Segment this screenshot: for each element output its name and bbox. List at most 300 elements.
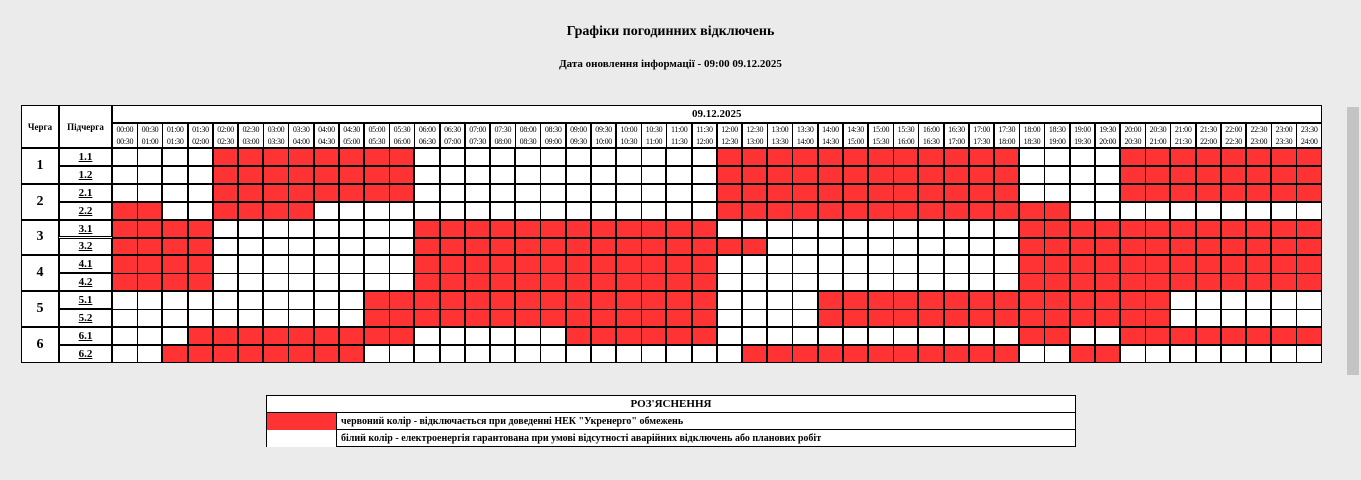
schedule-cell [414,309,440,327]
schedule-cell [692,202,718,220]
schedule-cell [112,273,138,291]
schedule-cell [591,291,617,309]
subqueue-link[interactable]: 5.1 [59,291,112,309]
white-swatch [267,430,337,447]
schedule-cell [666,220,692,238]
schedule-cell [818,327,844,345]
schedule-cell [969,238,995,256]
schedule-cell [818,238,844,256]
schedule-cell [188,255,214,273]
schedule-cell [490,148,516,166]
schedule-cell [515,255,541,273]
schedule-cell [440,309,466,327]
schedule-cell [843,220,869,238]
schedule-cell [238,238,264,256]
schedule-cell [389,238,415,256]
schedule-cell [515,202,541,220]
schedule-cell [994,345,1020,363]
schedule-cell [969,202,995,220]
schedule-cell [918,202,944,220]
schedule-cell [1246,345,1272,363]
schedule-cell [1271,184,1297,202]
time-slot-header: 23:00 23:30 [1271,123,1297,148]
schedule-cell [742,345,768,363]
subqueue-link[interactable]: 3.2 [59,238,112,256]
schedule-cell [112,255,138,273]
schedule-cell [843,148,869,166]
schedule-cell [1145,327,1171,345]
schedule-cell [339,309,365,327]
time-slot-header: 01:30 02:00 [188,123,214,148]
schedule-cell [944,309,970,327]
schedule-cell [969,309,995,327]
schedule-cell [944,166,970,184]
hour-separator [867,148,869,363]
schedule-cell [591,327,617,345]
schedule-cell [414,345,440,363]
schedule-cell [742,202,768,220]
schedule-cell [1095,220,1121,238]
schedule-cell [414,291,440,309]
schedule-cell [1296,184,1322,202]
schedule-cell [566,220,592,238]
schedule-cell [843,166,869,184]
schedule-cell [969,220,995,238]
schedule-cell [1120,291,1146,309]
header-separator [21,147,1322,149]
schedule-cell [1070,238,1096,256]
schedule-cell [767,166,793,184]
schedule-cell [1095,166,1121,184]
schedule-cell [1145,291,1171,309]
schedule-cell [465,166,491,184]
time-slot-header: 14:30 15:00 [843,123,869,148]
schedule-cell [414,238,440,256]
time-slot-header: 02:30 03:00 [238,123,264,148]
schedule-cell [112,309,138,327]
schedule-cell [238,255,264,273]
schedule-cell [566,184,592,202]
schedule-cell [918,255,944,273]
schedule-cell [944,327,970,345]
hour-separator [1270,148,1272,363]
schedule-cell [1196,166,1222,184]
time-slot-header: 16:00 16:30 [918,123,944,148]
schedule-cell [566,327,592,345]
schedule-cell [893,327,919,345]
hour-separator [262,148,264,363]
subqueue-link[interactable]: 1.2 [59,166,112,184]
schedule-cell [591,166,617,184]
schedule-cell [1095,327,1121,345]
schedule-cell [1196,148,1222,166]
schedule-cell [1095,291,1121,309]
schedule-cell [591,273,617,291]
schedule-cell [566,291,592,309]
schedule-cell [1246,148,1272,166]
schedule-cell [188,291,214,309]
schedule-cell [515,273,541,291]
schedule-cell [465,273,491,291]
schedule-cell [1019,345,1045,363]
schedule-cell [944,255,970,273]
hour-separator [313,148,315,363]
schedule-cell [1095,273,1121,291]
schedule-cell [1221,184,1247,202]
schedule-cell [717,148,743,166]
schedule-cell [944,220,970,238]
schedule-cell [188,273,214,291]
schedule-cell [893,291,919,309]
schedule-cell [162,148,188,166]
schedule-cell [616,345,642,363]
time-slot-header: 10:30 11:00 [641,123,667,148]
schedule-cell [1120,327,1146,345]
schedule-cell [818,148,844,166]
subqueue-link[interactable]: 4.2 [59,273,112,291]
schedule-cell [1120,220,1146,238]
schedule-cell [1019,202,1045,220]
schedule-cell [918,220,944,238]
schedule-cell [1170,184,1196,202]
schedule-cell [666,166,692,184]
schedule-cell [717,255,743,273]
schedule-cell [742,184,768,202]
schedule-cell [1170,273,1196,291]
schedule-cell [263,202,289,220]
legend-table [266,395,1076,447]
schedule-cell [440,327,466,345]
schedule-cell [969,345,995,363]
schedule-cell [137,202,163,220]
schedule-cell [616,202,642,220]
schedule-cell [263,273,289,291]
schedule-cell [1196,220,1222,238]
time-slot-header: 09:00 09:30 [566,123,592,148]
schedule-cell [364,273,390,291]
schedule-cell [213,273,239,291]
hour-separator [968,148,970,363]
time-slot-header: 08:00 08:30 [515,123,541,148]
schedule-cell [1246,220,1272,238]
schedule-cell [969,166,995,184]
schedule-cell [288,238,314,256]
time-slot-header: 04:30 05:00 [339,123,365,148]
schedule-cell [1296,255,1322,273]
hour-separator [464,148,466,363]
schedule-cell [213,238,239,256]
schedule-cell [742,255,768,273]
schedule-cell [767,327,793,345]
schedule-cell [1145,309,1171,327]
schedule-cell [389,345,415,363]
schedule-cell [742,273,768,291]
queue-label: 3 [21,220,59,256]
time-slot-header: 16:30 17:00 [944,123,970,148]
schedule-cell [540,255,566,273]
schedule-cell [314,255,340,273]
subqueue-link[interactable]: 3.1 [59,220,112,238]
schedule-cell [112,148,138,166]
hour-separator [665,148,667,363]
schedule-cell [137,345,163,363]
schedule-cell [1296,309,1322,327]
schedule-cell [918,345,944,363]
schedule-cell [389,202,415,220]
schedule-cell [339,202,365,220]
schedule-cell [641,255,667,273]
schedule-cell [440,166,466,184]
subqueue-link[interactable]: 2.1 [59,184,112,202]
schedule-cell [918,238,944,256]
schedule-cell [288,309,314,327]
subqueue-link[interactable]: 2.2 [59,202,112,220]
schedule-cell [918,327,944,345]
schedule-cell [162,166,188,184]
scrollbar-thumb[interactable] [1347,107,1359,375]
schedule-cell [162,273,188,291]
schedule-cell [238,166,264,184]
subqueue-link[interactable]: 6.1 [59,327,112,345]
schedule-cell [591,309,617,327]
schedule-cell [893,220,919,238]
queue-separator [21,254,1322,256]
schedule-cell [994,184,1020,202]
schedule-cell [1246,166,1272,184]
subqueue-column-header: Підчерга [59,105,112,148]
schedule-cell [767,273,793,291]
schedule-cell [1044,202,1070,220]
time-slot-header: 18:30 19:00 [1044,123,1070,148]
schedule-cell [490,202,516,220]
schedule-cell [1170,291,1196,309]
schedule-cell [792,220,818,238]
schedule-cell [1070,273,1096,291]
schedule-cell [339,220,365,238]
time-slot-header: 02:00 02:30 [213,123,239,148]
schedule-cell [1145,345,1171,363]
schedule-cell [1044,255,1070,273]
schedule-cell [440,238,466,256]
schedule-cell [137,291,163,309]
schedule-cell [213,291,239,309]
schedule-cell [818,291,844,309]
schedule-cell [263,220,289,238]
schedule-cell [893,255,919,273]
schedule-cell [666,273,692,291]
schedule-cell [1296,238,1322,256]
schedule-cell [188,220,214,238]
hour-separator [565,148,567,363]
schedule-cell [364,309,390,327]
schedule-cell [742,220,768,238]
schedule-cell [1271,148,1297,166]
schedule-cell [818,184,844,202]
schedule-cell [868,309,894,327]
subqueue-link[interactable]: 4.1 [59,255,112,273]
schedule-cell [1019,291,1045,309]
schedule-cell [868,202,894,220]
time-slot-header: 18:00 18:30 [1019,123,1045,148]
schedule-cell [792,291,818,309]
schedule-cell [1070,327,1096,345]
schedule-cell [792,255,818,273]
schedule-cell [717,327,743,345]
time-slot-header: 01:00 01:30 [162,123,188,148]
schedule-cell [1196,184,1222,202]
schedule-cell [364,184,390,202]
schedule-cell [767,238,793,256]
schedule-cell [490,220,516,238]
schedule-cell [540,202,566,220]
schedule-cell [641,273,667,291]
time-slot-header: 17:00 17:30 [969,123,995,148]
schedule-cell [515,327,541,345]
schedule-cell [591,238,617,256]
time-slot-header: 14:00 14:30 [818,123,844,148]
schedule-cell [1271,220,1297,238]
time-slot-header: 05:00 05:30 [364,123,390,148]
schedule-cell [339,148,365,166]
hour-separator [1069,148,1071,363]
schedule-cell [893,148,919,166]
schedule-cell [1019,238,1045,256]
schedule-cell [1145,255,1171,273]
schedule-cell [1120,202,1146,220]
legend-title: РОЗ'ЯСНЕННЯ [267,396,1075,413]
schedule-cell [465,148,491,166]
schedule-cell [1170,148,1196,166]
schedule-cell [692,184,718,202]
hour-separator [766,148,768,363]
schedule-cell [918,148,944,166]
legend-text-red: червоний колір - відключається при доведенні НЕК "Укренерго" обмежень [341,416,684,427]
schedule-cell [792,309,818,327]
schedule-cell [1296,202,1322,220]
schedule-cell [1070,220,1096,238]
schedule-cell [818,309,844,327]
schedule-cell [1095,345,1121,363]
schedule-cell [1221,166,1247,184]
time-slot-header: 13:30 14:00 [792,123,818,148]
schedule-cell [1221,220,1247,238]
schedule-cell [591,184,617,202]
schedule-cell [918,291,944,309]
schedule-cell [1095,184,1121,202]
schedule-cell [188,238,214,256]
schedule-cell [364,202,390,220]
schedule-cell [112,327,138,345]
schedule-cell [490,273,516,291]
schedule-cell [666,309,692,327]
schedule-cell [792,202,818,220]
schedule-cell [1070,291,1096,309]
schedule-cell [339,273,365,291]
schedule-cell [440,202,466,220]
subqueue-link[interactable]: 6.2 [59,345,112,363]
schedule-cell [591,148,617,166]
schedule-cell [1196,202,1222,220]
schedule-cell [1044,166,1070,184]
hour-separator [1119,148,1121,363]
schedule-cell [490,345,516,363]
time-slot-header: 17:30 18:00 [994,123,1020,148]
schedule-cell [666,238,692,256]
schedule-cell [1070,255,1096,273]
time-slot-header: 07:30 08:00 [490,123,516,148]
time-slot-header: 21:00 21:30 [1170,123,1196,148]
schedule-cell [314,202,340,220]
schedule-cell [288,148,314,166]
schedule-cell [843,345,869,363]
queue-label: 2 [21,184,59,220]
subqueue-link[interactable]: 5.2 [59,309,112,327]
schedule-cell [1170,327,1196,345]
time-slot-header: 13:00 13:30 [767,123,793,148]
schedule-cell [364,166,390,184]
legend-row-red [267,413,1075,430]
schedule-cell [112,166,138,184]
schedule-cell [389,273,415,291]
schedule-cell [1246,273,1272,291]
schedule-cell [112,238,138,256]
schedule-cell [1019,273,1045,291]
schedule-cell [314,309,340,327]
schedule-cell [515,166,541,184]
schedule-cell [792,166,818,184]
schedule-cell [1296,273,1322,291]
schedule-cell [566,255,592,273]
schedule-cell [162,255,188,273]
schedule-cell [162,327,188,345]
time-slot-header: 10:00 10:30 [616,123,642,148]
schedule-cell [515,184,541,202]
subqueue-link[interactable]: 1.1 [59,148,112,166]
schedule-cell [692,166,718,184]
schedule-cell [490,255,516,273]
schedule-cell [263,291,289,309]
schedule-cell [137,184,163,202]
schedule-cell [818,255,844,273]
schedule-cell [238,220,264,238]
hour-separator [917,148,919,363]
schedule-cell [188,166,214,184]
schedule-cell [994,238,1020,256]
time-slot-header: 12:00 12:30 [717,123,743,148]
schedule-cell [112,184,138,202]
queue-separator [21,290,1322,292]
schedule-cell [414,255,440,273]
schedule-cell [288,255,314,273]
schedule-cell [364,345,390,363]
schedule-cell [616,238,642,256]
schedule-cell [465,255,491,273]
time-slot-header: 20:30 21:00 [1145,123,1171,148]
schedule-cell [994,273,1020,291]
schedule-cell [314,148,340,166]
schedule-cell [1196,327,1222,345]
schedule-cell [465,238,491,256]
schedule-cell [1044,345,1070,363]
schedule-cell [641,309,667,327]
schedule-cell [540,148,566,166]
schedule-cell [213,255,239,273]
schedule-cell [213,202,239,220]
schedule-cell [1246,238,1272,256]
schedule-cell [692,309,718,327]
schedule-cell [1271,255,1297,273]
schedule-cell [490,166,516,184]
